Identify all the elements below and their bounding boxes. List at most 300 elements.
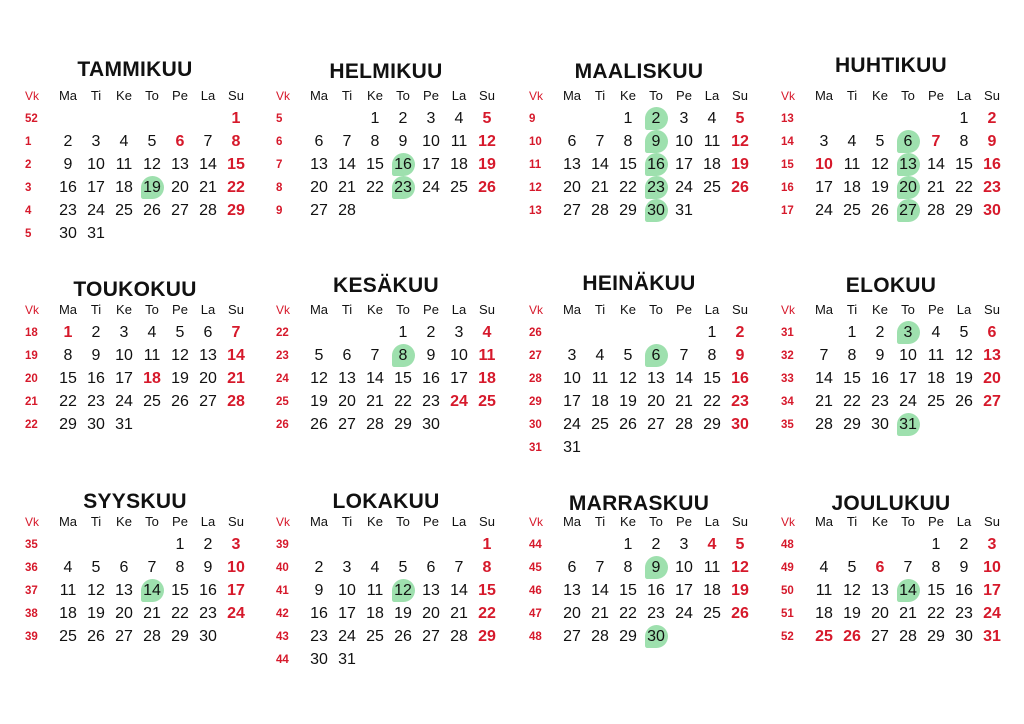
day-number: 21 xyxy=(143,605,161,622)
day-number: 19 xyxy=(955,370,973,387)
weekday-header: La xyxy=(704,302,720,317)
day-cell xyxy=(586,580,614,602)
day-number: 1 xyxy=(623,110,633,127)
day-number: 10 xyxy=(450,347,468,364)
day-cell xyxy=(110,414,138,436)
day-cell xyxy=(810,131,838,153)
day-number: 26 xyxy=(731,605,749,622)
day-cell xyxy=(166,368,194,390)
day-number: 6 xyxy=(426,559,436,576)
day-number: 31 xyxy=(899,416,917,433)
day-cell xyxy=(838,200,866,222)
day-cell xyxy=(417,108,445,130)
day-cell xyxy=(950,345,978,367)
day-cell xyxy=(82,626,110,648)
day-cell xyxy=(978,345,1006,367)
week-number: 22 xyxy=(25,419,38,431)
day-cell xyxy=(333,368,361,390)
day-cell xyxy=(333,603,361,625)
week-header: Vk xyxy=(276,303,291,317)
day-number: 10 xyxy=(422,133,440,150)
day-cell xyxy=(166,580,194,602)
day-cell xyxy=(726,154,754,176)
day-cell xyxy=(473,131,501,153)
month-lokakuu xyxy=(273,476,509,686)
day-number: 13 xyxy=(422,582,440,599)
week-number: 47 xyxy=(529,608,542,620)
day-cell xyxy=(166,391,194,413)
day-cell xyxy=(698,131,726,153)
weekday-header: To xyxy=(901,514,915,529)
day-number: 1 xyxy=(63,324,73,341)
day-number: 18 xyxy=(703,156,721,173)
day-cell xyxy=(810,154,838,176)
month-toukokuu xyxy=(22,264,258,474)
weekday-header: Ti xyxy=(90,514,102,529)
day-cell xyxy=(445,177,473,199)
day-number: 9 xyxy=(63,156,73,173)
day-number: 14 xyxy=(927,156,945,173)
day-cell xyxy=(978,603,1006,625)
day-number: 10 xyxy=(675,559,693,576)
day-number: 4 xyxy=(482,324,492,341)
day-cell xyxy=(445,580,473,602)
day-number: 17 xyxy=(815,179,833,196)
week-number: 2 xyxy=(25,159,32,171)
month-title: KESÄKUU xyxy=(333,274,439,297)
weekday-header: Ke xyxy=(620,302,636,317)
day-cell xyxy=(922,131,950,153)
day-cell xyxy=(838,177,866,199)
day-number: 22 xyxy=(394,393,412,410)
day-cell xyxy=(558,200,586,222)
day-number: 11 xyxy=(703,559,721,576)
day-number: 8 xyxy=(623,133,633,150)
day-cell xyxy=(558,557,586,579)
week-number: 25 xyxy=(276,396,289,408)
day-cell xyxy=(698,368,726,390)
day-number: 23 xyxy=(731,393,749,410)
day-number: 11 xyxy=(115,156,133,173)
day-cell xyxy=(138,391,166,413)
day-number: 19 xyxy=(143,179,161,196)
week-number: 12 xyxy=(529,182,542,194)
weekday-header: La xyxy=(451,88,467,103)
day-cell xyxy=(922,177,950,199)
week-number: 31 xyxy=(781,327,794,339)
day-number: 3 xyxy=(426,110,436,127)
day-cell xyxy=(614,603,642,625)
day-number: 6 xyxy=(651,347,661,364)
day-cell xyxy=(670,368,698,390)
day-cell xyxy=(54,626,82,648)
day-number: 9 xyxy=(91,347,101,364)
day-number: 8 xyxy=(370,133,380,150)
day-cell xyxy=(614,200,642,222)
day-cell xyxy=(82,322,110,344)
day-number: 28 xyxy=(366,416,384,433)
day-cell xyxy=(138,603,166,625)
day-cell xyxy=(978,534,1006,556)
weekday-header: To xyxy=(396,302,410,317)
day-cell xyxy=(614,345,642,367)
week-number: 44 xyxy=(529,539,542,551)
day-cell xyxy=(389,557,417,579)
day-cell xyxy=(698,154,726,176)
day-number: 20 xyxy=(899,179,917,196)
day-cell xyxy=(642,580,670,602)
day-number: 7 xyxy=(595,559,605,576)
day-cell xyxy=(586,200,614,222)
day-number: 1 xyxy=(175,536,185,553)
day-number: 6 xyxy=(314,133,324,150)
day-number: 30 xyxy=(871,416,889,433)
day-cell xyxy=(866,368,894,390)
day-number: 11 xyxy=(450,133,468,150)
day-cell xyxy=(614,534,642,556)
weekday-header: Su xyxy=(984,514,1000,529)
day-cell xyxy=(110,345,138,367)
day-cell xyxy=(445,322,473,344)
day-number: 31 xyxy=(87,225,105,242)
day-number: 28 xyxy=(338,202,356,219)
day-number: 2 xyxy=(875,324,885,341)
day-cell xyxy=(950,322,978,344)
day-number: 16 xyxy=(871,370,889,387)
day-cell xyxy=(950,108,978,130)
day-number: 23 xyxy=(310,628,328,645)
day-number: 1 xyxy=(398,324,408,341)
day-number: 3 xyxy=(679,536,689,553)
week-header: Vk xyxy=(781,89,796,103)
day-number: 29 xyxy=(619,628,637,645)
weekday-header: Su xyxy=(732,88,748,103)
day-cell xyxy=(894,368,922,390)
day-number: 14 xyxy=(591,156,609,173)
weekday-header: To xyxy=(901,302,915,317)
day-cell-highlighted xyxy=(894,580,922,602)
day-cell xyxy=(726,368,754,390)
day-number: 19 xyxy=(87,605,105,622)
weekday-header: Pe xyxy=(172,302,188,317)
week-header: Vk xyxy=(529,89,544,103)
day-cell xyxy=(614,557,642,579)
day-cell xyxy=(978,322,1006,344)
day-number: 5 xyxy=(398,559,408,576)
day-cell xyxy=(361,414,389,436)
week-number: 51 xyxy=(781,608,794,620)
day-number: 4 xyxy=(931,324,941,341)
day-cell xyxy=(922,534,950,556)
day-cell xyxy=(166,603,194,625)
day-number: 6 xyxy=(567,559,577,576)
day-number: 4 xyxy=(819,559,829,576)
day-number: 24 xyxy=(227,605,245,622)
day-cell xyxy=(305,603,333,625)
week-number: 36 xyxy=(25,562,38,574)
day-number: 12 xyxy=(310,370,328,387)
day-cell xyxy=(333,154,361,176)
day-number: 10 xyxy=(899,347,917,364)
day-cell xyxy=(445,108,473,130)
day-number: 5 xyxy=(735,536,745,553)
day-cell xyxy=(110,391,138,413)
day-cell xyxy=(838,580,866,602)
day-cell-highlighted xyxy=(894,154,922,176)
day-cell xyxy=(810,368,838,390)
day-cell xyxy=(417,131,445,153)
day-cell xyxy=(558,177,586,199)
day-number: 9 xyxy=(203,559,213,576)
day-number: 24 xyxy=(815,202,833,219)
day-number: 10 xyxy=(87,156,105,173)
day-number: 21 xyxy=(366,393,384,410)
day-cell xyxy=(333,626,361,648)
day-cell xyxy=(838,603,866,625)
weekday-header: Pe xyxy=(423,88,439,103)
month-title: TAMMIKUU xyxy=(77,58,193,81)
day-cell xyxy=(614,391,642,413)
day-cell xyxy=(305,345,333,367)
day-cell xyxy=(698,345,726,367)
day-number: 9 xyxy=(651,133,661,150)
day-number: 31 xyxy=(563,439,581,456)
month-joulukuu xyxy=(778,476,1014,686)
day-cell xyxy=(894,345,922,367)
day-cell xyxy=(361,603,389,625)
month-title: TOUKOKUU xyxy=(73,278,197,301)
day-cell xyxy=(558,603,586,625)
day-cell xyxy=(950,603,978,625)
day-number: 30 xyxy=(647,202,665,219)
day-cell xyxy=(670,603,698,625)
weekday-header: Ke xyxy=(116,302,132,317)
weekday-header: Pe xyxy=(172,88,188,103)
day-number: 3 xyxy=(91,133,101,150)
day-cell xyxy=(922,345,950,367)
day-cell xyxy=(389,391,417,413)
day-number: 14 xyxy=(450,582,468,599)
day-number: 23 xyxy=(871,393,889,410)
week-number: 32 xyxy=(781,350,794,362)
day-number: 21 xyxy=(450,605,468,622)
week-number: 35 xyxy=(25,539,38,551)
day-number: 25 xyxy=(703,605,721,622)
day-number: 9 xyxy=(875,347,885,364)
day-number: 15 xyxy=(619,582,637,599)
day-number: 16 xyxy=(59,179,77,196)
day-number: 20 xyxy=(171,179,189,196)
day-number: 6 xyxy=(567,133,577,150)
day-cell xyxy=(166,131,194,153)
day-cell xyxy=(670,580,698,602)
day-cell xyxy=(670,414,698,436)
day-cell xyxy=(166,557,194,579)
weekday-header: Ke xyxy=(367,88,383,103)
day-number: 5 xyxy=(91,559,101,576)
day-number: 13 xyxy=(338,370,356,387)
day-number: 1 xyxy=(231,110,241,127)
day-cell xyxy=(642,603,670,625)
day-cell xyxy=(838,368,866,390)
day-number: 28 xyxy=(591,628,609,645)
week-number: 24 xyxy=(276,373,289,385)
week-header: Vk xyxy=(25,89,40,103)
day-number: 30 xyxy=(647,628,665,645)
day-number: 6 xyxy=(342,347,352,364)
week-number: 3 xyxy=(25,182,32,194)
month-huhtikuu xyxy=(778,50,1014,260)
day-number: 11 xyxy=(927,347,945,364)
day-cell xyxy=(389,131,417,153)
month-kesäkuu xyxy=(273,264,509,474)
day-cell xyxy=(194,200,222,222)
day-number: 17 xyxy=(983,582,1001,599)
day-cell xyxy=(138,626,166,648)
day-number: 5 xyxy=(482,110,492,127)
day-cell xyxy=(194,603,222,625)
weekday-header: Ti xyxy=(341,302,353,317)
day-cell xyxy=(361,154,389,176)
weekday-header: Ke xyxy=(367,302,383,317)
day-cell xyxy=(473,391,501,413)
day-number: 28 xyxy=(450,628,468,645)
day-number: 16 xyxy=(647,582,665,599)
week-number: 28 xyxy=(529,373,542,385)
day-cell xyxy=(82,368,110,390)
week-number: 29 xyxy=(529,396,542,408)
day-number: 14 xyxy=(675,370,693,387)
day-number: 22 xyxy=(227,179,245,196)
day-cell xyxy=(726,131,754,153)
day-cell xyxy=(642,534,670,556)
day-cell xyxy=(417,557,445,579)
day-number: 16 xyxy=(310,605,328,622)
day-number: 4 xyxy=(147,324,157,341)
day-cell xyxy=(361,368,389,390)
day-cell xyxy=(222,322,250,344)
week-header: Vk xyxy=(529,303,544,317)
day-number: 17 xyxy=(115,370,133,387)
day-cell xyxy=(950,200,978,222)
day-number: 29 xyxy=(927,628,945,645)
weekday-header: Su xyxy=(479,302,495,317)
day-cell xyxy=(670,131,698,153)
week-number: 13 xyxy=(529,205,542,217)
week-number: 23 xyxy=(276,350,289,362)
weekday-header: Su xyxy=(228,514,244,529)
weekday-header: Ti xyxy=(90,88,102,103)
day-number: 31 xyxy=(675,202,693,219)
day-cell xyxy=(726,177,754,199)
day-number: 12 xyxy=(171,347,189,364)
week-number: 1 xyxy=(25,136,32,148)
day-number: 2 xyxy=(203,536,213,553)
day-cell xyxy=(110,131,138,153)
day-number: 26 xyxy=(143,202,161,219)
day-cell xyxy=(138,154,166,176)
day-cell xyxy=(361,391,389,413)
day-cell xyxy=(866,557,894,579)
day-number: 23 xyxy=(647,179,665,196)
day-cell xyxy=(894,626,922,648)
day-cell xyxy=(166,626,194,648)
day-number: 10 xyxy=(675,133,693,150)
day-cell xyxy=(305,414,333,436)
day-number: 3 xyxy=(454,324,464,341)
day-number: 20 xyxy=(563,605,581,622)
day-cell xyxy=(586,154,614,176)
day-cell xyxy=(726,322,754,344)
week-number: 15 xyxy=(781,159,794,171)
weekday-header: Su xyxy=(732,302,748,317)
day-cell xyxy=(110,603,138,625)
day-number: 23 xyxy=(647,605,665,622)
day-number: 9 xyxy=(735,347,745,364)
day-number: 9 xyxy=(314,582,324,599)
day-cell xyxy=(54,177,82,199)
day-number: 11 xyxy=(478,347,496,364)
day-number: 31 xyxy=(115,416,133,433)
day-cell xyxy=(810,391,838,413)
week-number: 48 xyxy=(529,631,542,643)
day-number: 26 xyxy=(955,393,973,410)
day-number: 4 xyxy=(707,536,717,553)
day-number: 28 xyxy=(675,416,693,433)
week-number: 30 xyxy=(529,419,542,431)
day-number: 30 xyxy=(59,225,77,242)
day-cell xyxy=(194,557,222,579)
day-number: 21 xyxy=(199,179,217,196)
day-cell xyxy=(389,626,417,648)
day-number: 14 xyxy=(227,347,245,364)
day-cell xyxy=(389,108,417,130)
day-number: 19 xyxy=(478,156,496,173)
day-cell-highlighted xyxy=(894,322,922,344)
week-number: 43 xyxy=(276,631,289,643)
week-number: 4 xyxy=(25,205,32,217)
day-cell xyxy=(810,177,838,199)
day-number: 5 xyxy=(314,347,324,364)
day-number: 5 xyxy=(147,133,157,150)
day-cell xyxy=(670,154,698,176)
day-cell xyxy=(166,534,194,556)
week-number: 27 xyxy=(529,350,542,362)
month-heinäkuu xyxy=(526,264,762,474)
day-cell xyxy=(361,345,389,367)
day-cell xyxy=(138,200,166,222)
day-cell xyxy=(838,391,866,413)
day-number: 5 xyxy=(175,324,185,341)
day-number: 14 xyxy=(591,582,609,599)
day-cell xyxy=(166,177,194,199)
day-cell xyxy=(894,391,922,413)
weekday-header: La xyxy=(200,88,216,103)
day-cell xyxy=(54,603,82,625)
week-number: 42 xyxy=(276,608,289,620)
day-cell xyxy=(361,557,389,579)
day-cell xyxy=(586,557,614,579)
day-cell xyxy=(305,200,333,222)
month-title: MARRASKUU xyxy=(568,492,710,515)
day-cell xyxy=(586,603,614,625)
day-cell xyxy=(222,557,250,579)
day-number: 24 xyxy=(450,393,468,410)
day-cell xyxy=(614,626,642,648)
day-number: 25 xyxy=(366,628,384,645)
day-number: 29 xyxy=(59,416,77,433)
day-number: 19 xyxy=(731,582,749,599)
